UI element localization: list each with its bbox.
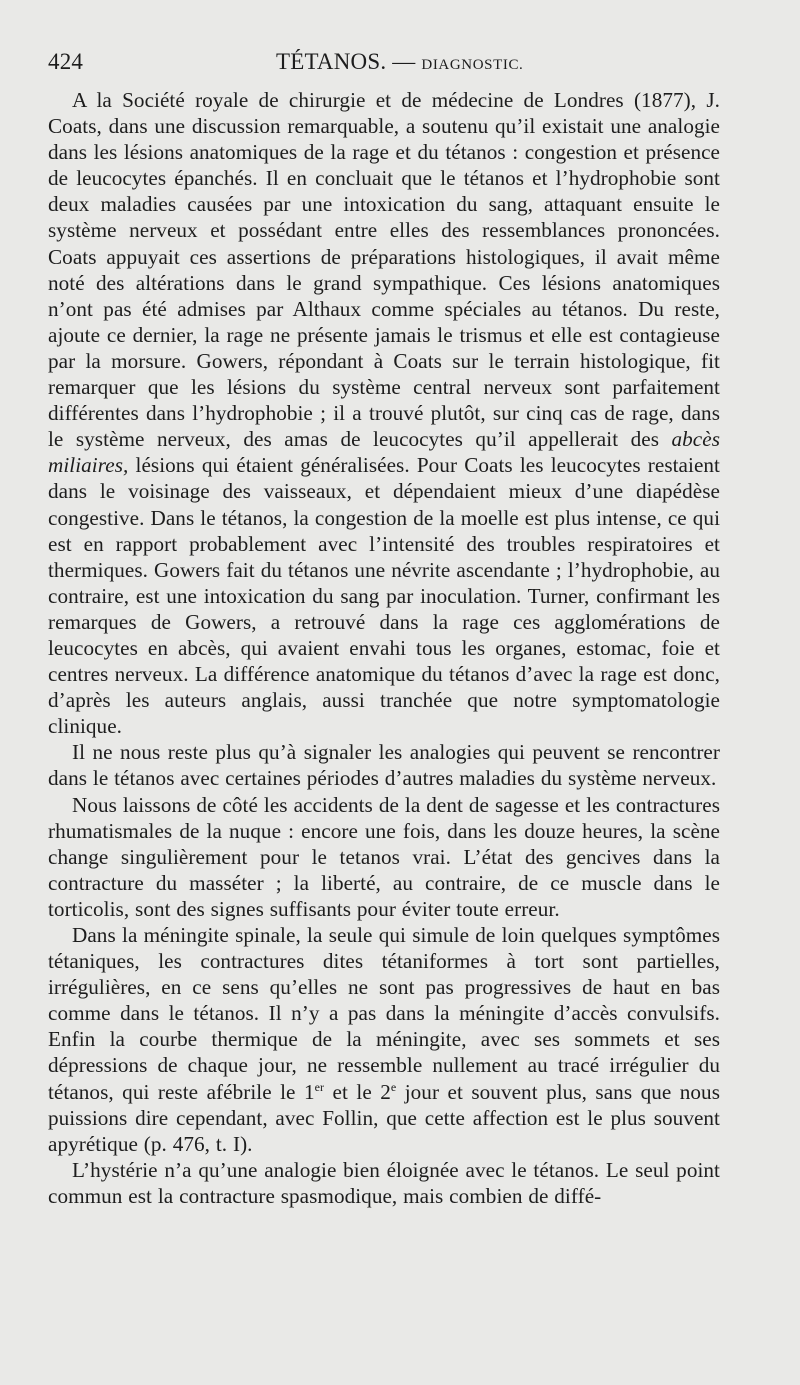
paragraph-text: lésions qui étaient généralisées. Pour Coats les leucocytes restaient dans le voisinage des vaisseaux, et dépendaient mieux d’une diapédèse congestive. Dans le tétanos, la congestion de la moelle est plus intense, ce qui est en rapport probablement avec l’intensité des troubles respiratoires et thermiques. Gowers fait du tétanos une névrite ascendante ; l’hydrophobie, au contraire, est une intoxication du sang par inoculation. Turner, confirmant les remarques de Gowers, a retrouvé dans la rage ces agglomérations de leucocytes en abcès, qui avaient envahi tous les organes, estomac, foie et centres nerveux. La différence anatomique du tétanos d’avec la rage est donc, d’après les auteurs anglais, aussi tranchée que notre symptomatologie clinique. [48,453,720,739]
section-subtitle: DIAGNOSTIC. [421,57,524,73]
paragraph-text: Dans la méningite spinale, la seule qui simule de loin quelques symptômes tétaniques, les contractures dites tétaniformes à tort sont partielles, irrégulières, en ce sens qu’elles ne sont pas progressives de haut en bas comme dans le tétanos. Il n’y a pas dans la méningite d’accès convulsifs. Enfin la courbe thermique de la méningite, avec ses sommets et ses dépressions de chaque jour, ne ressemble nullement au tracé irrégulier du tétanos, qui reste afébrile le 1 [48,923,720,1104]
paragraph-dent-sagesse: Nous laissons de côté les accidents de la dent de sagesse et les contractures rhumatismales de la nuque : encore une fois, dans les douze heures, la scène change singulièrement pour le tetanos vrai. L’état des gencives dans la contracture du masséter ; la liberté, au contraire, de ce muscle dans le torticolis, sont des signes suffisants pour éviter toute erreur. [48,792,720,921]
body-text [48,87,720,1209]
italic-term-abces-miliaires: abcès miliaires, [48,427,720,478]
page-number: 424 [48,49,84,74]
paragraph-hysterie: L’hystérie n’a qu’une analogie bien éloignée avec le tétanos. Le seul point commun est la contracture spasmodique, mais combien de diffé- [48,1157,720,1208]
page-header [48,44,708,80]
header-dash: — [392,49,416,74]
running-head [276,44,523,83]
superscript-e: e [390,1079,397,1094]
chapter-title: TÉTANOS. [276,49,387,74]
superscript-er: er [314,1079,325,1094]
paragraph-text: jour et souvent plus, sans que nous puissions dire cependant, avec Follin, que cette affection est le plus souvent apyrétique (p. 476, t. I). [48,1079,720,1156]
paragraph-meningite [48,922,720,1157]
paragraph-text: et le 2 [324,1079,391,1104]
paragraph-text: A la Société royale de chirurgie et de médecine de Londres (1877), J. Coats, dans une discussion remarquable, a soutenu qu’il existait une analogie dans les lésions anatomiques de la rage et du tétanos : congestion et présence de leucocytes épanchés. Il en concluait que le tétanos et l’hydrophobie sont deux maladies causées par une intoxication du sang, attaquant ensuite le système nerveux et possédant entre elles des ressemblances prononcées. Coats appuyait ces assertions de préparations histologiques, il avait même noté des altérations dans le grand sympathique. Ces lésions anatomiques n’ont pas été admises par Althaux comme spéciales au tétanos. Du reste, ajoute ce dernier, la rage ne présente jamais le trismus et elle est contagieuse par la morsure. Gowers, répondant à Coats sur le terrain histologique, fit remarquer que les lésions du système central nerveux sont parfaitement différentes dans l’hydrophobie ; il a trouvé plutôt, sur cinq cas de rage, dans le système nerveux, des amas de leucocytes qu’il appellerait des [48,88,720,452]
paragraph-analogies: Il ne nous reste plus qu’à signaler les analogies qui peuvent se rencontrer dans le tétanos avec certaines périodes d’autres maladies du système nerveux. [48,740,720,791]
paragraph-rage-coats [48,87,720,739]
